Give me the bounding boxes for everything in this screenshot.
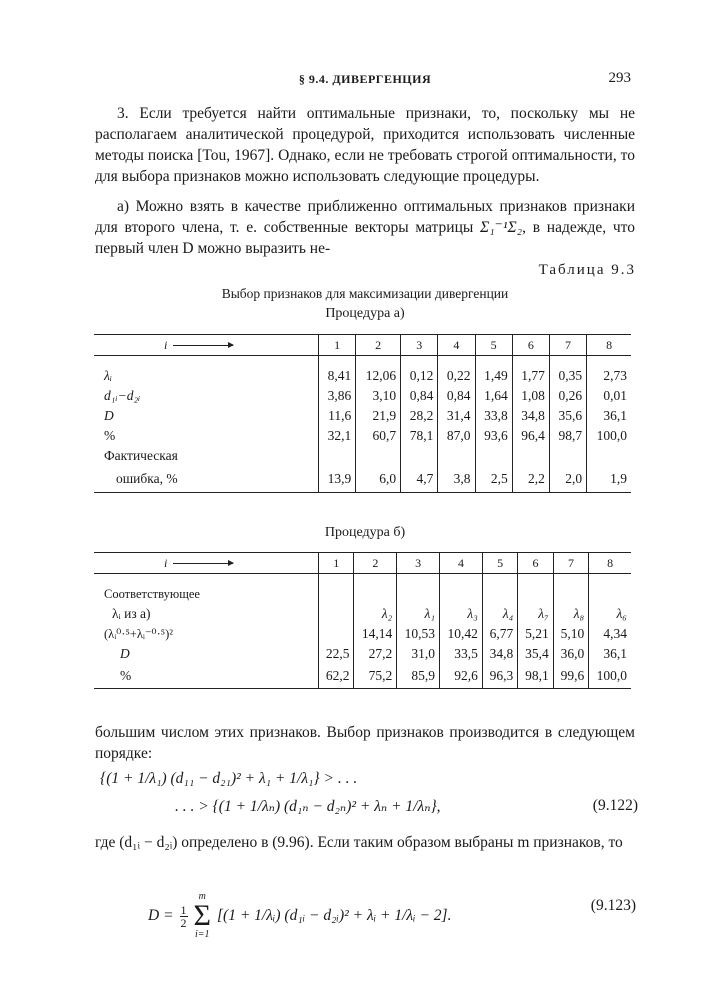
table-cell: 3,86 <box>319 386 356 406</box>
procedure-b-table <box>94 552 631 689</box>
matrix-expression: Σ₁⁻¹Σ₂ <box>480 219 523 236</box>
table-cell: 5,10 <box>553 624 588 644</box>
table-cell <box>397 584 440 604</box>
running-header <box>95 70 635 90</box>
arrow-icon <box>173 563 233 564</box>
paragraph-order: большим числом этих признаков. Выбор признаков производится в следующем порядке: <box>95 724 635 762</box>
procedure-a-label: Процедура а) <box>325 306 405 321</box>
table-row <box>94 426 631 446</box>
table-cell <box>475 446 512 466</box>
table-cell <box>319 584 354 604</box>
equation-9-122-line-1: {(1 + 1/λ₁) (d₁₁ − d₂₁)² + λ₁ + 1/λ₁} > . . . <box>100 770 358 787</box>
equation-lhs: D = <box>148 907 174 924</box>
table-cell: 1,77 <box>512 366 549 386</box>
row-label: % <box>94 664 319 689</box>
table-cell <box>319 604 354 624</box>
table-cell: 2,73 <box>587 366 631 386</box>
table-cell: 36,1 <box>587 406 631 426</box>
table-cell <box>518 584 553 604</box>
table-cell: 5,21 <box>518 624 553 644</box>
table-cell: 3,8 <box>438 466 475 493</box>
table-cell: λ₇ <box>518 604 553 624</box>
table-cell: 62,2 <box>319 664 354 689</box>
table-cell <box>549 446 586 466</box>
sum-lower-limit: i=1 <box>195 929 210 940</box>
table-cell: 0,84 <box>401 386 438 406</box>
header-col: 7 <box>549 335 586 356</box>
table-cell: 85,9 <box>397 664 440 689</box>
table-cell: 4,7 <box>401 466 438 493</box>
table-cell: 8,41 <box>319 366 356 386</box>
table-cell: 1,49 <box>475 366 512 386</box>
table-cell: 14,14 <box>354 624 397 644</box>
table-cell: 87,0 <box>438 426 475 446</box>
table-cell: 32,1 <box>319 426 356 446</box>
row-label: D <box>104 408 114 423</box>
table-cell <box>512 446 549 466</box>
row-label: D <box>120 646 130 661</box>
paragraph-a <box>95 196 635 259</box>
table-cell: 35,4 <box>518 644 553 664</box>
table-row <box>94 386 631 406</box>
table-row <box>94 584 631 604</box>
table-cell: 34,8 <box>512 406 549 426</box>
header-col: 3 <box>401 335 438 356</box>
header-col: 5 <box>482 553 517 574</box>
header-col: 4 <box>438 335 475 356</box>
table-cell: 98,7 <box>549 426 586 446</box>
table-cell: λ₁ <box>397 604 440 624</box>
header-col: 1 <box>319 553 354 574</box>
header-label-cell <box>94 553 319 574</box>
paragraph-3: 3. Если требуется найти оптимальные признаки, то, поскольку мы не располагаем аналитической процедурой, приходится использовать численные методы поиска [Tou, 1967]. Однако, если не требовать строгой оптимальности, то для выбора признаков можно использовать следующие процедуры. <box>95 105 635 185</box>
table-row <box>94 664 631 689</box>
equation-9-122-line-2: . . . > {(1 + 1/λₙ) (d₁ₙ − d₂ₙ)² + λₙ + 1/λₙ}, <box>175 798 441 815</box>
row-label: (λᵢ⁰·⁵+λᵢ⁻⁰·⁵)² <box>104 627 173 641</box>
header-col: 6 <box>512 335 549 356</box>
table-cell: 22,5 <box>319 644 354 664</box>
table-cell: 1,08 <box>512 386 549 406</box>
header-index-label: i <box>164 337 168 352</box>
procedure-a-table <box>94 334 631 493</box>
table-row <box>94 466 631 493</box>
table-cell: 3,10 <box>356 386 401 406</box>
table-cell <box>587 446 631 466</box>
spacer-row <box>94 574 631 585</box>
table-cell: λ₆ <box>589 604 631 624</box>
table-cell: 0,12 <box>401 366 438 386</box>
table-cell: 2,0 <box>549 466 586 493</box>
table-cell: λ₃ <box>440 604 483 624</box>
equation-9-123 <box>148 892 451 940</box>
row-label: Фактическая <box>104 448 178 463</box>
table-cell: 0,35 <box>549 366 586 386</box>
procedure-b-label: Процедура б) <box>324 525 406 540</box>
table-cell: 100,0 <box>589 664 631 689</box>
table-cell: 34,8 <box>482 644 517 664</box>
table-title: Выбор признаков для максимизации дивергенции <box>221 286 509 301</box>
header-col: 7 <box>553 553 588 574</box>
row-label: d₁ᵢ−d₂ᵢ <box>104 388 141 403</box>
table-cell: 1,64 <box>475 386 512 406</box>
table-cell: 100,0 <box>587 426 631 446</box>
page-number: 293 <box>608 70 631 86</box>
header-col: 6 <box>518 553 553 574</box>
table-cell: 10,53 <box>397 624 440 644</box>
table-cell: 35,6 <box>549 406 586 426</box>
table-header-row <box>94 335 631 356</box>
header-col: 2 <box>356 335 401 356</box>
table-cell: 4,34 <box>589 624 631 644</box>
table-cell <box>438 446 475 466</box>
fraction-one-half <box>180 904 188 929</box>
table-cell <box>482 584 517 604</box>
summation <box>194 892 211 940</box>
table-cell: 31,4 <box>438 406 475 426</box>
row-label: λᵢ из а) <box>112 606 151 621</box>
header-col: 3 <box>397 553 440 574</box>
table-cell: 28,2 <box>401 406 438 426</box>
header-col: 1 <box>319 335 356 356</box>
header-index-label: i <box>164 555 168 570</box>
row-label: % <box>104 428 116 443</box>
table-cell: 93,6 <box>475 426 512 446</box>
table-cell: 33,8 <box>475 406 512 426</box>
header-col: 2 <box>354 553 397 574</box>
table-cell <box>440 584 483 604</box>
table-cell: 78,1 <box>401 426 438 446</box>
fraction-denominator: 2 <box>180 915 187 930</box>
table-caption: Таблица 9.3 <box>538 262 636 278</box>
table-cell: 33,5 <box>440 644 483 664</box>
table-cell: 36,1 <box>589 644 631 664</box>
table-cell: 0,84 <box>438 386 475 406</box>
table-cell: 12,06 <box>356 366 401 386</box>
table-row <box>94 624 631 644</box>
header-col: 5 <box>475 335 512 356</box>
table-cell: 99,6 <box>553 664 588 689</box>
table-cell <box>319 624 354 644</box>
header-col: 4 <box>440 553 483 574</box>
table-cell <box>589 584 631 604</box>
table-cell <box>356 446 401 466</box>
table-cell: 11,6 <box>319 406 356 426</box>
table-cell <box>401 446 438 466</box>
row-label: λᵢ <box>104 368 112 383</box>
paragraph-a-text-end: , в надежде, что первый член D можно выразить не- <box>95 219 635 257</box>
table-cell <box>354 584 397 604</box>
arrow-icon <box>173 345 233 346</box>
row-label: Соответствующее <box>104 586 200 601</box>
table-cell: 0,22 <box>438 366 475 386</box>
table-cell: 10,42 <box>440 624 483 644</box>
table-cell: 96,3 <box>482 664 517 689</box>
table-cell <box>553 584 588 604</box>
table-cell: 6,0 <box>356 466 401 493</box>
equation-number-9-123: (9.123) <box>590 897 636 914</box>
equation-number-9-122: (9.122) <box>592 797 638 814</box>
spacer-row <box>94 356 631 367</box>
table-row <box>94 446 631 466</box>
table-cell: λ₄ <box>482 604 517 624</box>
table-row <box>94 366 631 386</box>
sigma-symbol: Σ <box>193 899 211 932</box>
table-cell: λ₈ <box>553 604 588 624</box>
section-title: § 9.4. ДИВЕРГЕНЦИЯ <box>298 72 432 86</box>
table-cell: 6,77 <box>482 624 517 644</box>
table-cell: 2,5 <box>475 466 512 493</box>
sum-upper-limit: m <box>198 891 206 902</box>
table-cell: 21,9 <box>356 406 401 426</box>
table-cell <box>319 446 356 466</box>
table-cell: 31,0 <box>397 644 440 664</box>
table-row <box>94 644 631 664</box>
table-cell: 96,4 <box>512 426 549 446</box>
table-row <box>94 406 631 426</box>
table-row <box>94 604 631 624</box>
paragraph-a-text: а) Можно взять в качестве приближенно оптимальных признаков признаки для второго члена, т. е. собственные векторы матрицы <box>95 198 635 236</box>
table-cell: 1,9 <box>587 466 631 493</box>
table-cell: 36,0 <box>553 644 588 664</box>
header-col: 8 <box>589 553 631 574</box>
header-label-cell <box>94 335 319 356</box>
table-cell: 13,9 <box>319 466 356 493</box>
table-header-row <box>94 553 631 574</box>
fraction-numerator: 1 <box>180 902 187 917</box>
header-col: 8 <box>587 335 631 356</box>
equation-body: [(1 + 1/λᵢ) (d₁ᵢ − d₂ᵢ)² + λᵢ + 1/λᵢ − 2]. <box>217 907 452 924</box>
table-cell: 27,2 <box>354 644 397 664</box>
table-cell: 60,7 <box>356 426 401 446</box>
table-cell: 92,6 <box>440 664 483 689</box>
row-label: ошибка, % <box>94 466 319 493</box>
paragraph-where: где (d₁ᵢ − d₂ᵢ) определено в (9.96). Если таким образом выбраны m признаков, то <box>95 834 623 851</box>
table-cell: 2,2 <box>512 466 549 493</box>
table-cell: 98,1 <box>518 664 553 689</box>
table-cell: 75,2 <box>354 664 397 689</box>
table-cell: 0,01 <box>587 386 631 406</box>
table-cell: 0,26 <box>549 386 586 406</box>
table-cell: λ₂ <box>354 604 397 624</box>
